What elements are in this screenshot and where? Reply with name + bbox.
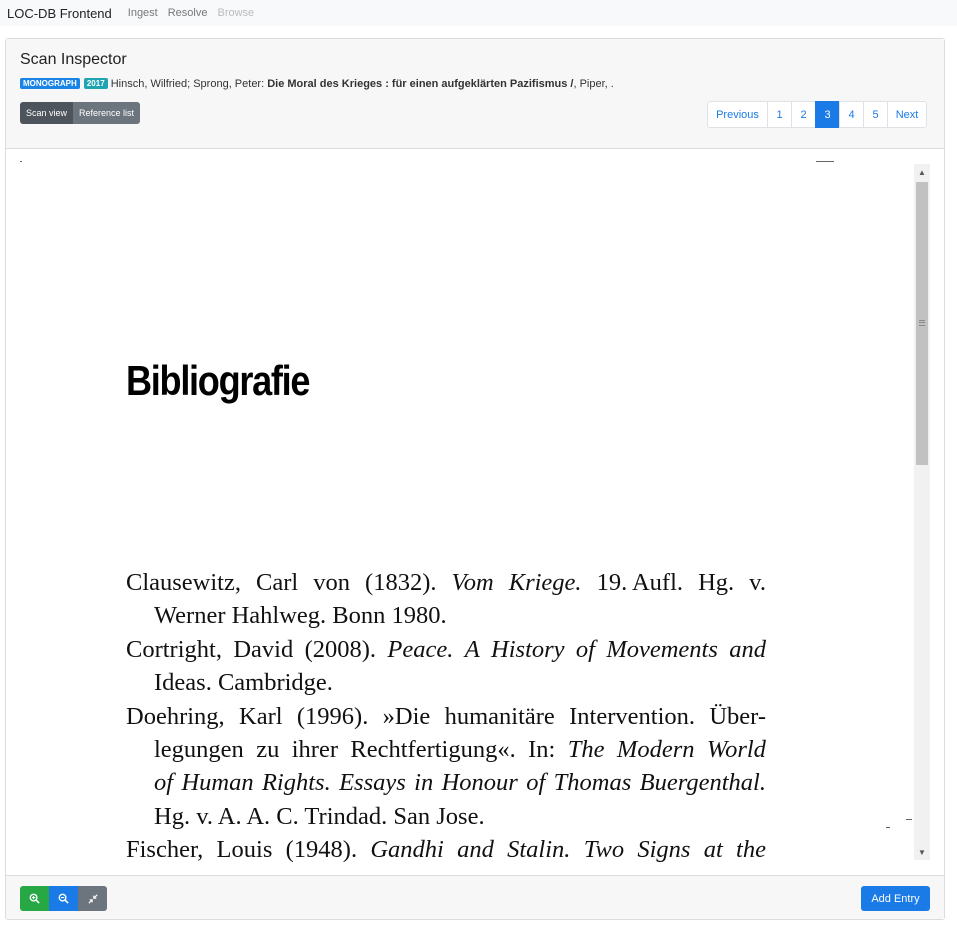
bib-line: legungen zu ihrer Rechtfertigung«. In: The Modern World bbox=[154, 736, 766, 764]
bib-line: Cortright, David (2008). Peace. A History of Movements and bbox=[126, 635, 766, 663]
view-toggle bbox=[20, 102, 140, 124]
card-header bbox=[6, 39, 944, 149]
scan-speck bbox=[906, 819, 912, 820]
scan-image bbox=[6, 149, 906, 875]
pagination-page-5[interactable]: 5 bbox=[863, 101, 888, 128]
pagination-page-2[interactable]: 2 bbox=[791, 101, 816, 128]
authors: Hinsch, Wilfried; Sprong, Peter: bbox=[110, 78, 265, 90]
scan-inspector-card bbox=[5, 38, 945, 920]
compress-icon bbox=[88, 894, 98, 904]
scroll-up-icon[interactable]: ▲ bbox=[918, 167, 926, 177]
bib-line: Fischer, Louis (1948). Gandhi and Stalin. Two Signs at the bbox=[126, 836, 766, 864]
book-title: Die Moral des Krieges : für einen aufgeklärten Pazifismus / bbox=[267, 78, 574, 90]
reference-list-button[interactable]: Reference list bbox=[73, 102, 140, 124]
pagination-page-3[interactable]: 3 bbox=[815, 101, 840, 128]
bib-line: Hg. v. A. A. C. Trindad. San Jose. bbox=[154, 802, 485, 830]
bib-line: Ideas. Cambridge. bbox=[154, 669, 333, 697]
zoom-out-button[interactable] bbox=[49, 886, 78, 911]
pagination bbox=[708, 101, 927, 128]
document-meta bbox=[20, 78, 614, 90]
navbar bbox=[0, 0, 957, 26]
grip-icon bbox=[919, 320, 925, 326]
zoom-out-icon bbox=[58, 893, 69, 904]
bib-line: Clausewitz, Carl von (1832). Vom Kriege. 19. Aufl. Hg. v. bbox=[126, 569, 766, 596]
year-badge: 2017 bbox=[84, 78, 108, 89]
scrollbar-thumb[interactable] bbox=[916, 182, 928, 465]
brand[interactable]: LOC-DB Frontend bbox=[7, 5, 112, 21]
nav-link-ingest[interactable]: Ingest bbox=[127, 7, 158, 19]
page-title: Scan Inspector bbox=[20, 51, 127, 68]
bib-line: Doehring, Karl (1996). »Die humanitäre Intervention. Über- bbox=[126, 702, 766, 730]
publisher: , Piper, . bbox=[573, 78, 614, 90]
zoom-in-button[interactable] bbox=[20, 886, 49, 911]
zoom-controls bbox=[20, 886, 107, 911]
pagination-page-4[interactable]: 4 bbox=[839, 101, 864, 128]
pagination-page-1[interactable]: 1 bbox=[767, 101, 792, 128]
scan-speck bbox=[816, 161, 834, 162]
add-entry-button[interactable]: Add Entry bbox=[861, 886, 930, 911]
scan-speck bbox=[886, 827, 890, 828]
bib-line: of Human Rights. Essays in Honour of Thomas Buergenthal. bbox=[154, 769, 766, 797]
fit-to-view-button[interactable] bbox=[78, 886, 107, 911]
bib-line: Werner Hahlweg. Bonn 1980. bbox=[154, 602, 447, 630]
scan-speck bbox=[20, 161, 22, 162]
scan-view-button[interactable]: Scan view bbox=[20, 102, 73, 124]
scroll-down-icon[interactable]: ▼ bbox=[918, 847, 926, 857]
scan-heading: Bibliografie bbox=[126, 357, 310, 404]
bibliography-text bbox=[126, 566, 766, 867]
card-footer bbox=[6, 875, 944, 919]
scan-scrollbar[interactable] bbox=[914, 164, 930, 860]
pagination-next[interactable]: Next bbox=[887, 101, 927, 128]
zoom-in-icon bbox=[29, 893, 40, 904]
nav-link-browse: Browse bbox=[217, 7, 255, 19]
type-badge: MONOGRAPH bbox=[20, 78, 80, 89]
pagination-previous[interactable]: Previous bbox=[707, 101, 768, 128]
nav-link-resolve[interactable]: Resolve bbox=[167, 7, 208, 19]
scan-viewer[interactable] bbox=[6, 149, 944, 875]
